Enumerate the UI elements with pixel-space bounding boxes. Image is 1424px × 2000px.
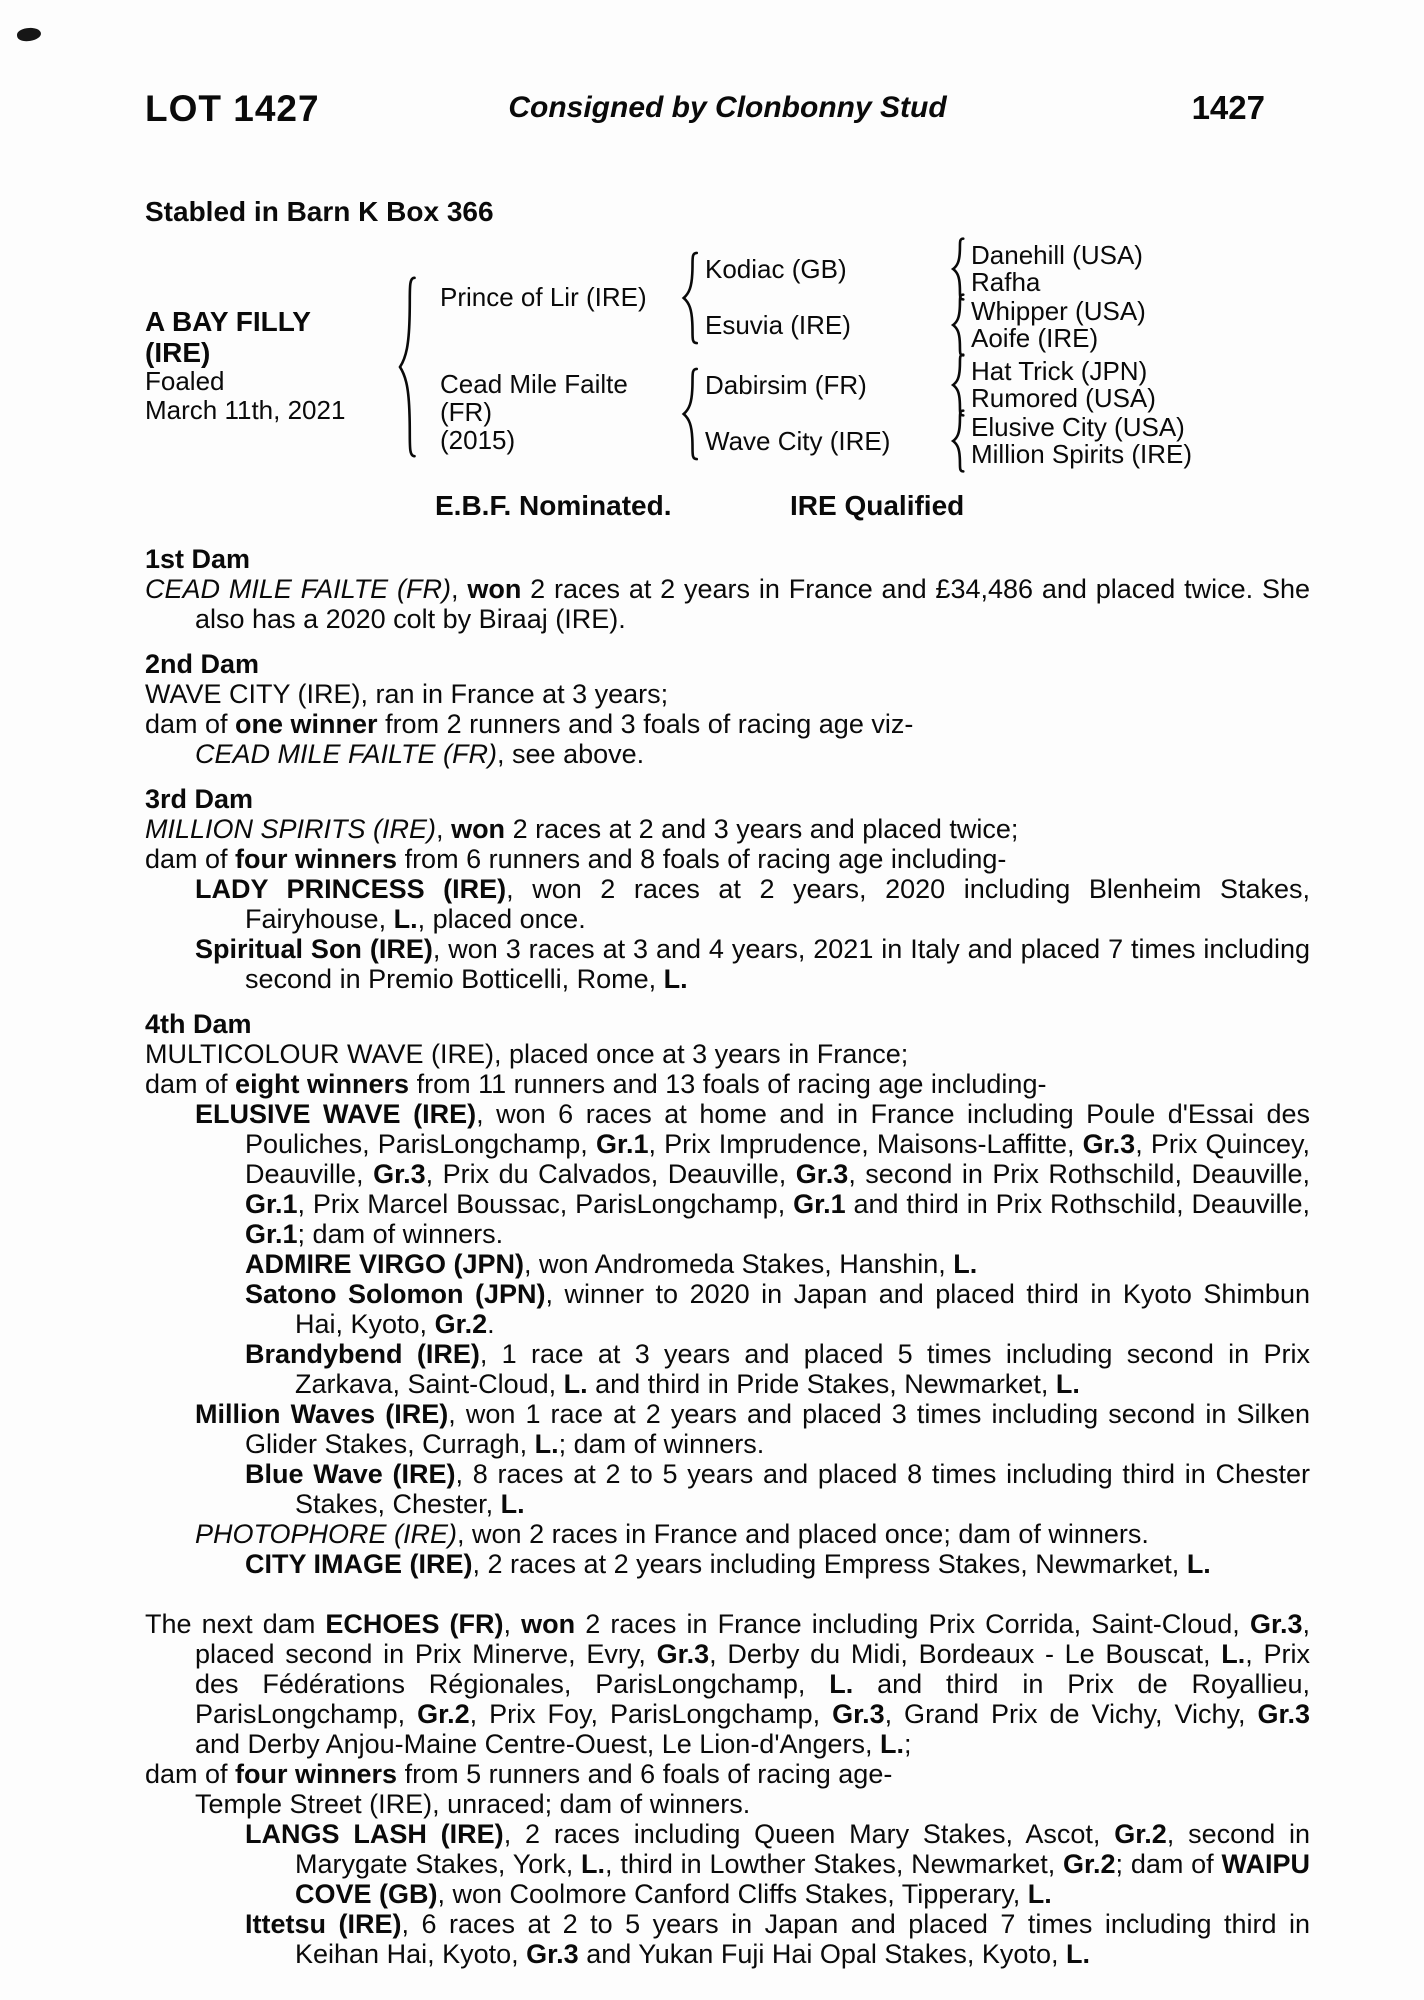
text-segment: L. (1055, 1369, 1080, 1399)
text-segment: Satono Solomon (JPN) (245, 1279, 546, 1309)
text-segment: Gr.2 (1114, 1819, 1167, 1849)
text-segment: Gr.1 (245, 1189, 298, 1219)
catalogue-paragraph (145, 874, 1310, 934)
text-segment: Ittetsu (IRE) (245, 1909, 402, 1939)
text-segment: and Derby Anjou-Maine Centre-Ouest, Le Lion-d'Angers, (195, 1729, 881, 1759)
ebf-nomination: E.B.F. Nominated. (435, 490, 672, 521)
text-segment: four winners (235, 1759, 398, 1789)
sire-dam: Esuvia (IRE) (705, 310, 851, 340)
text-segment: , (451, 574, 468, 604)
text-segment: from 5 runners and 6 foals of racing age- (397, 1759, 893, 1789)
catalogue-paragraph (145, 679, 1310, 709)
text-segment: and third in Pride Stakes, Newmarket, (587, 1369, 1056, 1399)
catalogue-page (145, 88, 1310, 1969)
lot-number: LOT 1427 (145, 88, 320, 129)
text-segment: Blue Wave (IRE) (245, 1459, 456, 1489)
text-segment: CEAD MILE FAILTE (FR) (145, 574, 451, 604)
text-segment: dam of (145, 709, 236, 739)
text-segment: , third in Lowther Stakes, Newmarket, (605, 1849, 1063, 1879)
text-segment: , Prix du Calvados, Deauville, (425, 1159, 796, 1189)
catalogue-paragraph (145, 1069, 1310, 1099)
text-segment: L. (1186, 1549, 1211, 1579)
catalogue-paragraph (145, 934, 1310, 994)
text-segment: ECHOES (FR) (325, 1609, 504, 1639)
section-heading: 3rd Dam (145, 784, 254, 814)
sire-name: Prince of Lir (IRE) (440, 282, 647, 312)
text-segment: , Derby du Midi, Bordeaux - Le Bouscat, (709, 1639, 1222, 1669)
text-segment: Gr.3 (656, 1639, 710, 1669)
text-segment: dam of (145, 844, 236, 874)
text-segment: Gr.2 (417, 1699, 470, 1729)
catalogue-paragraph (145, 1099, 1310, 1249)
text-segment: one winner (235, 709, 378, 739)
great-grandparent: Rumored (USA) (971, 383, 1156, 413)
text-segment: L. (1221, 1639, 1246, 1669)
text-segment: , see above. (497, 739, 645, 769)
catalogue-paragraph (145, 1279, 1310, 1339)
text-segment: ; dam of (1115, 1849, 1222, 1879)
text-segment: , placed second in Prix Minerve, Evry, (195, 1609, 1310, 1669)
scan-artifact (16, 26, 42, 42)
text-segment: . (487, 1309, 495, 1339)
text-segment: L. (534, 1429, 559, 1459)
text-segment: 2 races at 2 years in France and £34,486 and placed twice. She also has a 2020 colt by Biraaj (IRE). (195, 574, 1310, 634)
text-segment: The next dam (145, 1609, 326, 1639)
catalogue-paragraph (145, 1909, 1310, 1969)
pedigree-brace (951, 410, 965, 472)
text-segment: L. (1027, 1879, 1052, 1909)
text-segment: LADY PRINCESS (IRE) (195, 874, 507, 904)
text-segment: and third in Prix Rothschild, Deauville, (845, 1189, 1310, 1219)
catalogue-paragraph (145, 1549, 1310, 1579)
text-segment: , won 1 race at 2 years and placed 3 times including second in Silken Glider Stakes, Curragh, (245, 1399, 1310, 1459)
great-grandparent: Danehill (USA) (971, 240, 1143, 270)
text-segment: , Prix Marcel Boussac, ParisLongchamp, (297, 1189, 794, 1219)
text-segment: and Yukan Fuji Hai Opal Stakes, Kyoto, (578, 1939, 1066, 1969)
text-segment: Gr.2 (1063, 1849, 1116, 1879)
catalogue-paragraph (145, 1399, 1310, 1459)
text-segment: , Prix Quincey, Deauville, (245, 1129, 1310, 1189)
text-segment: L. (663, 964, 688, 994)
text-segment: L. (953, 1249, 978, 1279)
text-segment: L. (393, 904, 418, 934)
text-segment: L. (829, 1669, 854, 1699)
dam-dam: Wave City (IRE) (705, 426, 891, 456)
section-heading: 2nd Dam (145, 649, 260, 679)
text-segment: , 2 races including Queen Mary Stakes, Ascot, (503, 1819, 1115, 1849)
text-segment: LANGS LASH (IRE) (245, 1819, 504, 1849)
text-segment: , second in Prix Rothschild, Deauville, (848, 1159, 1311, 1189)
great-grandparent: Rafha (971, 267, 1041, 297)
great-grandparent: Million Spirits (IRE) (971, 439, 1193, 469)
text-segment: , won Andromeda Stakes, Hanshin, (524, 1249, 954, 1279)
pedigree-brace (951, 354, 965, 416)
text-segment: Gr.1 (793, 1189, 846, 1219)
nomination-line (145, 490, 1310, 524)
catalogue-body (145, 544, 1310, 1969)
text-segment: L. (563, 1369, 588, 1399)
text-segment: , won Coolmore Canford Cliffs Stakes, Tipperary, (437, 1879, 1028, 1909)
text-segment: won (521, 1609, 576, 1639)
catalogue-paragraph (145, 1519, 1310, 1549)
text-segment: WAIPU COVE (GB) (295, 1849, 1310, 1909)
text-segment: ADMIRE VIRGO (JPN) (245, 1249, 525, 1279)
text-segment: , 6 races at 2 to 5 years in Japan and placed 7 times including third in Keihan Hai, Kyoto, (295, 1909, 1310, 1969)
text-segment: ; (904, 1729, 912, 1759)
page-header (145, 88, 1310, 130)
dam-name-line3: (2015) (440, 425, 516, 455)
text-segment: L. (880, 1729, 905, 1759)
subject-name-line1: A BAY FILLY (145, 306, 311, 337)
text-segment: Gr.2 (434, 1309, 488, 1339)
pedigree-brace (681, 252, 699, 344)
text-segment: four winners (235, 844, 398, 874)
foaled-label: Foaled (145, 366, 225, 396)
text-segment: ; dam of winners. (558, 1429, 765, 1459)
dam-sire: Dabirsim (FR) (705, 370, 867, 400)
text-segment: Spiritual Son (IRE) (195, 934, 433, 964)
text-segment: L. (581, 1849, 606, 1879)
text-segment: , (436, 814, 452, 844)
text-segment: , Prix des Fédérations Régionales, ParisLongchamp, (195, 1639, 1310, 1699)
text-segment: Gr.3 (1249, 1609, 1303, 1639)
text-segment: won (451, 814, 506, 844)
catalogue-paragraph (145, 814, 1310, 844)
text-segment: Gr.3 (373, 1159, 426, 1189)
text-segment: 2 races in France including Prix Corrida, Saint-Cloud, (575, 1609, 1250, 1639)
ire-qualification: IRE Qualified (790, 490, 965, 521)
text-segment: Gr.3 (832, 1699, 885, 1729)
consignor: Consigned by Clonbonny Stud (508, 91, 947, 124)
text-segment: and third in Prix de Royallieu, ParisLongchamp, (195, 1669, 1311, 1729)
text-segment: PHOTOPHORE (IRE) (195, 1519, 458, 1549)
text-segment: 2 races at 2 and 3 years and placed twice; (505, 814, 1019, 844)
text-segment: , winner to 2020 in Japan and placed third in Kyoto Shimbun Hai, Kyoto, (295, 1279, 1310, 1339)
great-grandparent: Aoife (IRE) (971, 323, 1099, 353)
text-segment: Gr.3 (1082, 1129, 1136, 1159)
catalogue-paragraph (145, 1609, 1310, 1759)
catalogue-paragraph (145, 1339, 1310, 1399)
pedigree-brace (681, 368, 699, 460)
dam-name-line1: Cead Mile Failte (440, 369, 628, 399)
text-segment: Gr.3 (795, 1159, 849, 1189)
catalogue-paragraph (145, 739, 1310, 769)
text-segment: , Grand Prix de Vichy, Vichy, (884, 1699, 1258, 1729)
foaled-date: March 11th, 2021 (145, 395, 346, 425)
subject-name-line2: (IRE) (145, 337, 211, 368)
catalogue-paragraph (145, 1759, 1310, 1789)
text-segment: L. (500, 1489, 525, 1519)
catalogue-paragraph (145, 1039, 1310, 1069)
text-segment: , Prix Foy, ParisLongchamp, (469, 1699, 833, 1729)
text-segment: , won 3 races at 3 and 4 years, 2021 in Italy and placed 7 times including second in Premio Botticelli, Rome, (245, 934, 1310, 994)
pedigree-brace (397, 276, 417, 458)
text-segment: from 11 runners and 13 foals of racing age including- (409, 1069, 1047, 1099)
great-grandparent: Elusive City (USA) (971, 412, 1185, 442)
text-segment: CEAD MILE FAILTE (FR) (195, 739, 498, 769)
text-segment: , won 2 races in France and placed once; dam of winners. (457, 1519, 1149, 1549)
catalogue-paragraph (145, 1249, 1310, 1279)
text-segment: , Prix Imprudence, Maisons-Laffitte, (648, 1129, 1083, 1159)
text-segment: Gr.1 (595, 1129, 649, 1159)
text-segment: CITY IMAGE (IRE) (245, 1549, 473, 1579)
text-segment: MILLION SPIRITS (IRE) (145, 814, 437, 844)
catalogue-paragraph (145, 1789, 1310, 1819)
text-segment: ELUSIVE WAVE (IRE) (195, 1099, 477, 1129)
text-segment: , 1 race at 3 years and placed 5 times including second in Prix Zarkava, Saint-Cloud, (295, 1339, 1311, 1399)
catalogue-paragraph (145, 844, 1310, 874)
pedigree-table (145, 238, 1310, 468)
page-number: 1427 (1191, 89, 1265, 126)
stabling-note: Stabled in Barn K Box 366 (145, 196, 494, 227)
text-segment: dam of (145, 1759, 236, 1789)
text-segment: Gr.3 (526, 1939, 579, 1969)
text-segment: eight winners (235, 1069, 410, 1099)
text-segment: , (503, 1609, 522, 1639)
section-heading: 4th Dam (145, 1009, 252, 1039)
text-segment: from 2 runners and 3 foals of racing age viz- (377, 709, 914, 739)
text-segment: L. (1065, 1939, 1090, 1969)
catalogue-paragraph (145, 574, 1310, 634)
text-segment: ; dam of winners. (297, 1219, 504, 1249)
text-segment: Brandybend (IRE) (245, 1339, 480, 1369)
text-segment: , placed once. (417, 904, 586, 934)
text-segment: from 6 runners and 8 foals of racing age including- (397, 844, 1007, 874)
text-segment: dam of (145, 1069, 236, 1099)
pedigree-brace (951, 294, 965, 356)
catalogue-paragraph (145, 1459, 1310, 1519)
great-grandparent: Hat Trick (JPN) (971, 356, 1148, 386)
catalogue-paragraph (145, 1819, 1310, 1909)
sire-sire: Kodiac (GB) (705, 254, 847, 284)
text-segment: Temple Street (IRE), unraced; dam of winners. (195, 1789, 751, 1819)
pedigree-brace (951, 238, 965, 300)
text-segment: , 2 races at 2 years including Empress Stakes, Newmarket, (472, 1549, 1187, 1579)
text-segment: Gr.1 (245, 1219, 298, 1249)
text-segment: Gr.3 (1257, 1699, 1310, 1729)
text-segment: Million Waves (IRE) (195, 1399, 449, 1429)
great-grandparent: Whipper (USA) (971, 296, 1146, 326)
text-segment: WAVE CITY (IRE), ran in France at 3 years; (145, 679, 669, 709)
text-segment: , won 6 races at home and in France including Poule d'Essai des Pouliches, ParisLongchamp, (245, 1099, 1311, 1159)
text-segment: , won 2 races at 2 years, 2020 including Blenheim Stakes, Fairyhouse, (245, 874, 1310, 934)
text-segment: , 8 races at 2 to 5 years and placed 8 times including third in Chester Stakes, Chester, (295, 1459, 1310, 1519)
section-heading: 1st Dam (145, 544, 251, 574)
text-segment: won (467, 574, 522, 604)
text-segment: MULTICOLOUR WAVE (IRE), placed once at 3 years in France; (145, 1039, 909, 1069)
dam-name-line2: (FR) (440, 397, 492, 427)
catalogue-paragraph (145, 709, 1310, 739)
text-segment: , second in Marygate Stakes, York, (295, 1819, 1310, 1879)
